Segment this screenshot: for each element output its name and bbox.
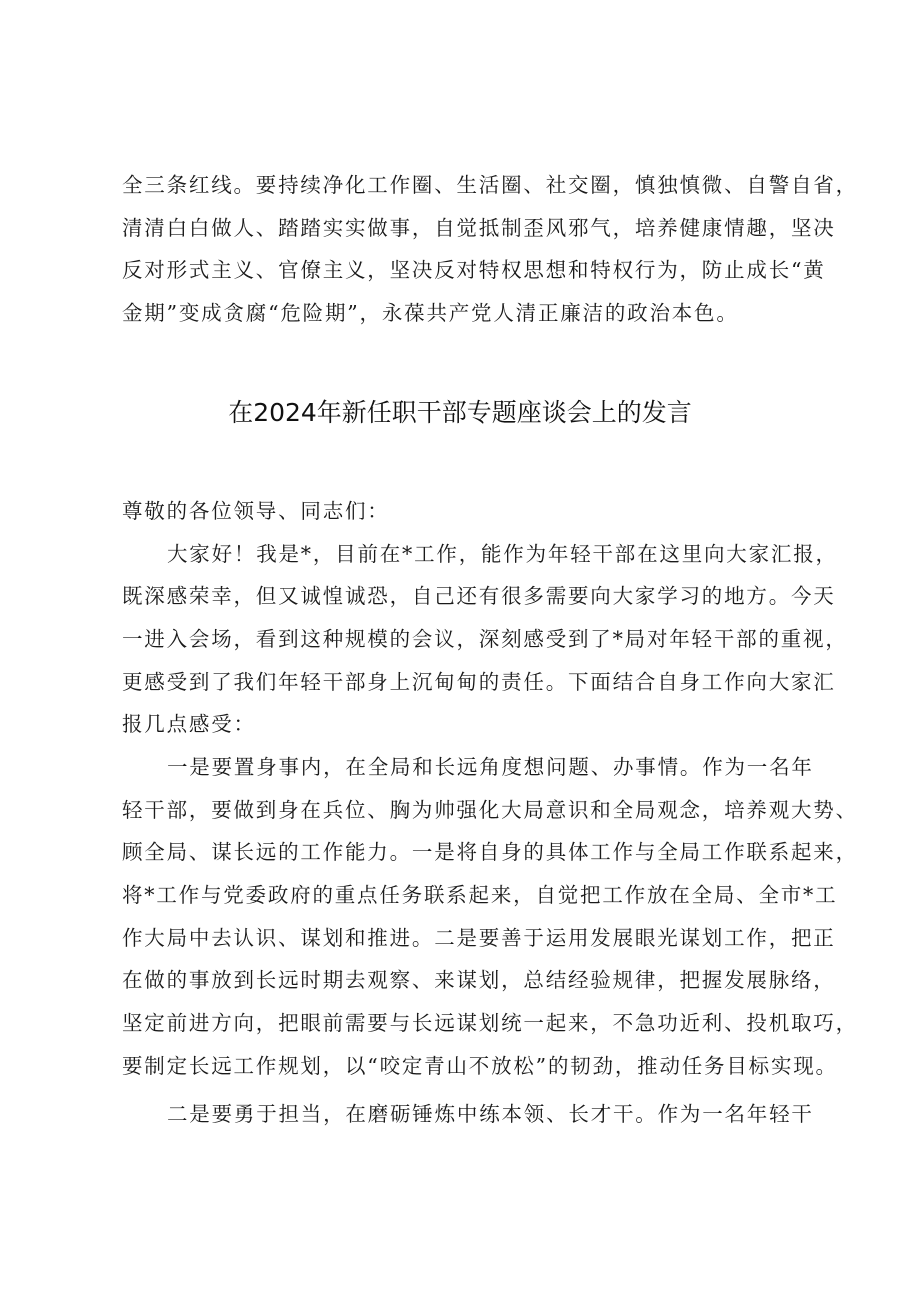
paragraph-1-line: 大家好！我是*，目前在*工作，能作为年轻干部在这里向大家汇报， (167, 542, 838, 566)
paragraph-1-line: 更感受到了我们年轻干部身上沉甸甸的责任。下面结合自身工作向大家汇 (122, 670, 836, 694)
prev-text-line: 反对形式主义、官僚主义，坚决反对特权思想和特权行为，防止成长“黄 (122, 258, 826, 282)
paragraph-2-line: 一是要置身事内，在全局和长远角度想问题、办事情。作为一名年 (167, 755, 814, 779)
paragraph-2-line: 顾全局、谋长远的工作能力。一是将自身的具体工作与全局工作联系起来， (122, 840, 858, 864)
paragraph-2-line: 将*工作与党委政府的重点任务联系起来，自觉把工作放在全局、全市*工 (122, 883, 838, 907)
paragraph-2-line: 坚定前进方向，把眼前需要与长远谋划统一起来，不急功近利、投机取巧， (122, 1011, 858, 1035)
salutation: 尊敬的各位领导、同志们： (122, 499, 390, 523)
paragraph-1-line: 报几点感受： (122, 712, 256, 736)
prev-text-line: 金期”变成贪腐“危险期”，永葆共产党人清正廉洁的政治本色。 (122, 301, 739, 325)
paragraph-1-line: 一进入会场，看到这种规模的会议，深刻感受到了*局对年轻干部的重视， (122, 627, 848, 651)
paragraph-2-line: 作大局中去认识、谋划和推进。二是要善于运用发展眼光谋划工作，把正 (122, 926, 836, 950)
paragraph-1-line: 既深感荣幸，但又诚惶诚恐，自己还有很多需要向大家学习的地方。今天 (122, 584, 836, 608)
prev-text-line: 全三条红线。要持续净化工作圈、生活圈、社交圈，慎独慎微、自警自省， (122, 173, 858, 197)
paragraph-2-line: 要制定长远工作规划，以“咬定青山不放松”的韧劲，推动任务目标实现。 (122, 1054, 838, 1078)
paragraph-3-line: 二是要勇于担当，在磨砺锤炼中练本领、长才干。作为一名年轻干 (167, 1102, 814, 1126)
paragraph-2-line: 在做的事放到长远时期去观察、来谋划，总结经验规律，把握发展脉络， (122, 968, 836, 992)
document-title: 在2024年新任职干部专题座谈会上的发言 (228, 398, 692, 427)
prev-text-line: 清清白白做人、踏踏实实做事，自觉抵制歪风邪气，培养健康情趣，坚决 (122, 216, 836, 240)
paragraph-2-line: 轻干部，要做到身在兵位、胸为帅强化大局意识和全局观念，培养观大势、 (122, 798, 858, 822)
